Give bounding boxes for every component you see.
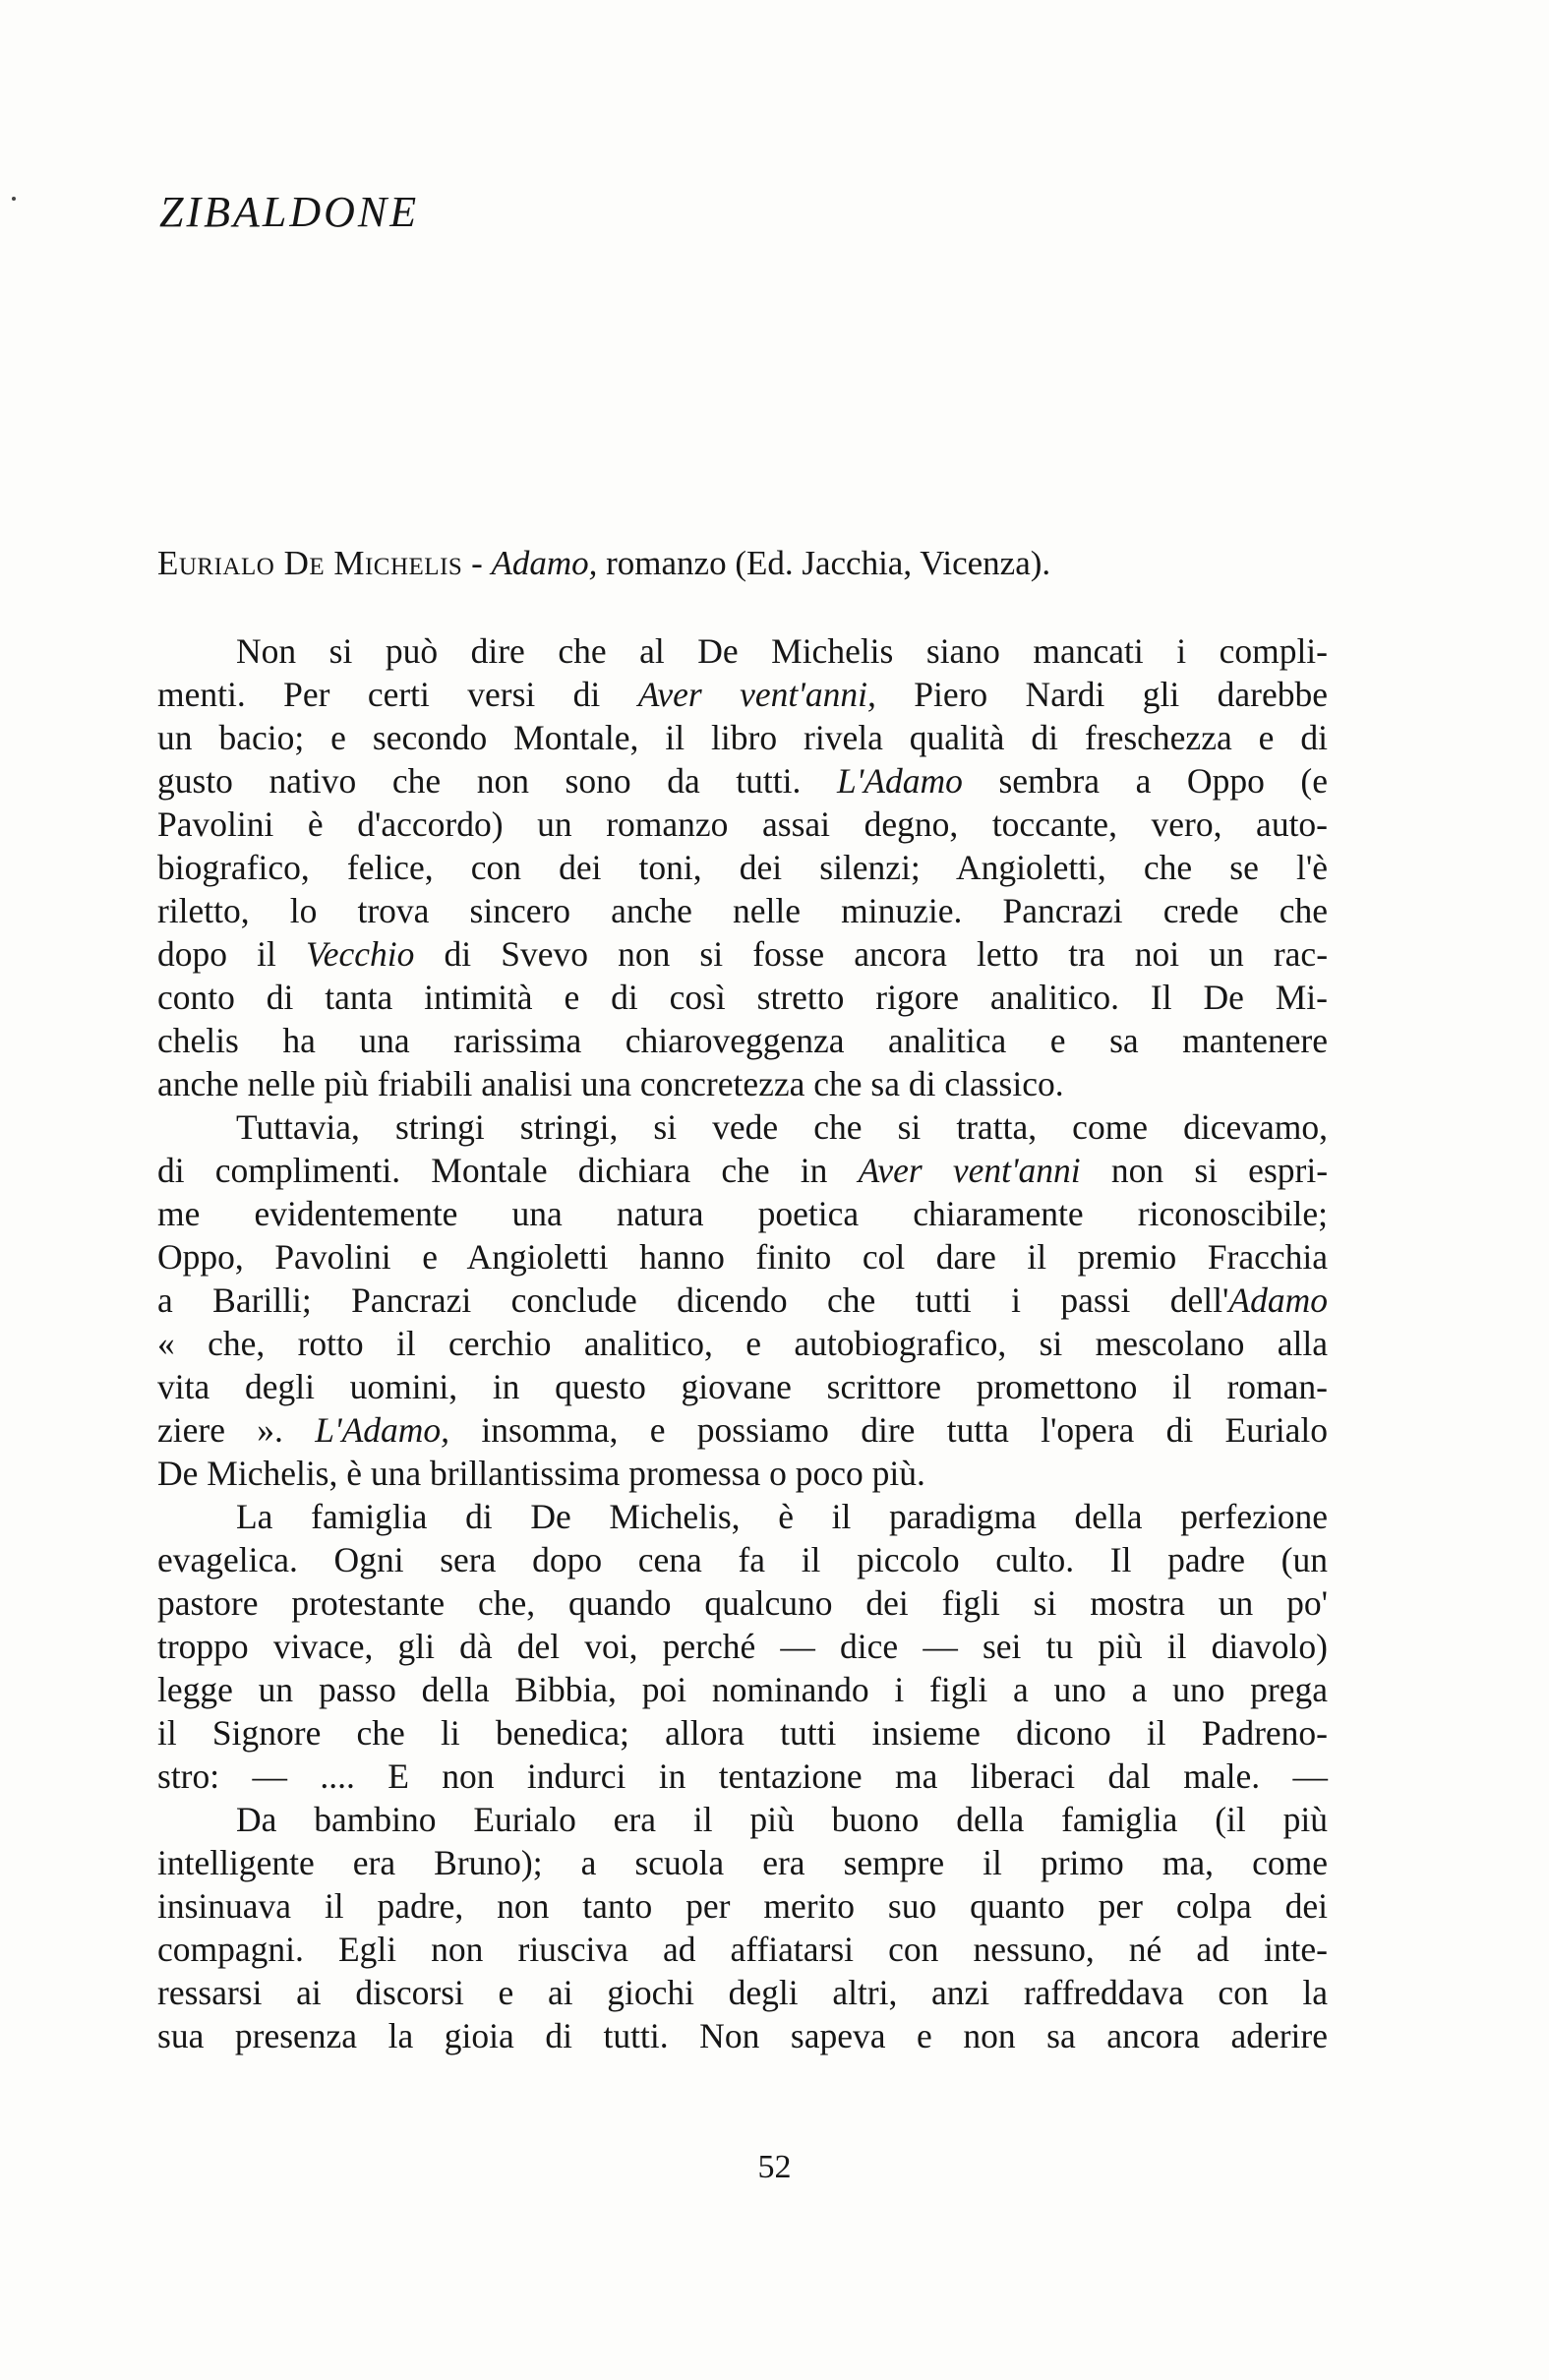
text-line: troppo vivace, gli dà del voi, perché — dice — sei tu più il diavolo)	[157, 1627, 1328, 1666]
italic-title: Adamo	[1228, 1280, 1328, 1320]
page-number: 52	[757, 2149, 792, 2185]
text-line: biografico, felice, con dei toni, dei silenzi; Angioletti, che se l'è	[157, 848, 1328, 887]
text-line: conto di tanta intimità e di così stretto rigore analitico. Il De Mi-	[157, 978, 1328, 1017]
text-span: di complimenti. Montale dichiara che in	[157, 1151, 828, 1190]
review-details: romanzo (Ed. Jacchia, Vicenza).	[597, 544, 1051, 582]
text-line	[157, 1408, 1328, 1452]
review-author: Eurialo De Michelis	[157, 544, 463, 582]
text-line	[157, 759, 1328, 803]
text-line: me evidentemente una natura poetica chiaramente riconoscibile;	[157, 1194, 1328, 1233]
text-line: il Signore che li benedica; allora tutti insieme dicono il Padreno-	[157, 1713, 1328, 1753]
text-line	[236, 1105, 1328, 1149]
text-line	[157, 1279, 1328, 1322]
text-line: anche nelle più friabili analisi una concretezza che sa di classico.	[157, 1064, 1064, 1103]
text-span: gusto nativo che non sono da tutti.	[157, 761, 802, 801]
text-line: chelis ha una rarissima chiaroveggenza analitica e sa mantenere	[157, 1021, 1328, 1060]
text-span: sembra a Oppo (e	[998, 761, 1328, 801]
text-line: ressarsi ai discorsi e ai giochi degli altri, anzi raffreddava con la	[157, 1973, 1328, 2012]
text-line: « che, rotto il cerchio analitico, e autobiografico, si mescolano alla	[157, 1324, 1328, 1363]
text-line	[157, 1149, 1328, 1192]
text-line: sua presenza la gioia di tutti. Non sapeva e non sa ancora aderire	[157, 2016, 1328, 2055]
text-span: dopo il	[157, 934, 276, 974]
review-heading	[157, 544, 1050, 583]
text-line: vita degli uomini, in questo giovane scrittore promettono il roman-	[157, 1367, 1328, 1406]
italic-title: Aver vent'anni,	[637, 675, 876, 714]
text-span: di Svevo non si fosse ancora letto tra noi un rac-	[444, 934, 1329, 974]
italic-title: L'Adamo	[836, 761, 963, 801]
text-line	[157, 932, 1328, 976]
review-work-title: Adamo,	[491, 544, 598, 582]
text-line: Pavolini è d'accordo) un romanzo assai degno, toccante, vero, auto-	[157, 804, 1328, 844]
text-line: insinuava il padre, non tanto per merito suo quanto per colpa dei	[157, 1886, 1328, 1926]
review-body	[157, 629, 1329, 2057]
text-line: Oppo, Pavolini e Angioletti hanno finito col dare il premio Fracchia	[157, 1237, 1328, 1277]
text-span: menti. Per certi versi di	[157, 675, 601, 714]
text-span: Piero Nardi gli darebbe	[914, 675, 1328, 714]
section-title: ZIBALDONE	[159, 188, 420, 236]
text-line: Non si può dire che al De Michelis siano mancati i compli-	[236, 631, 1328, 671]
review-separator: -	[462, 544, 492, 582]
text-span: non si espri-	[1110, 1151, 1329, 1190]
text-line	[157, 673, 1328, 716]
text-line: riletto, lo trova sincero anche nelle minuzie. Pancrazi crede che	[157, 891, 1328, 930]
text-line: intelligente era Bruno); a scuola era sempre il primo ma, come	[157, 1843, 1328, 1882]
italic-title: Aver vent'anni	[858, 1151, 1081, 1190]
text-line: La famiglia di De Michelis, è il paradigma della perfezione	[236, 1497, 1328, 1536]
text-line: De Michelis, è una brillantissima promessa o poco più.	[157, 1454, 925, 1493]
text-span: Tuttavia, stringi stringi, si vede che si tratta, come dicevamo,	[236, 1107, 1328, 1147]
italic-title: Vecchio	[305, 934, 415, 974]
text-line: un bacio; e secondo Montale, il libro rivela qualità di freschezza e di	[157, 718, 1328, 757]
text-span: insomma, e possiamo dire tutta l'opera di Eurialo	[481, 1410, 1329, 1450]
text-line: Da bambino Eurialo era il più buono della famiglia (il più	[236, 1800, 1328, 1839]
text-line: stro: — .... E non indurci in tentazione ma liberaci dal male. —	[157, 1756, 1328, 1796]
text-line: legge un passo della Bibbia, poi nominando i figli a uno a uno prega	[157, 1670, 1328, 1709]
italic-title: L'Adamo,	[315, 1410, 450, 1450]
text-span: ziere ».	[157, 1410, 283, 1450]
text-line: pastore protestante che, quando qualcuno dei figli si mostra un po'	[157, 1583, 1328, 1623]
scan-speck	[12, 197, 16, 201]
text-line: compagni. Egli non riusciva ad affiatarsi con nessuno, né ad inte-	[157, 1930, 1328, 1969]
text-line: evagelica. Ogni sera dopo cena fa il piccolo culto. Il padre (un	[157, 1540, 1328, 1579]
text-span: a Barilli; Pancrazi conclude dicendo che tutti i passi dell'	[157, 1280, 1229, 1320]
